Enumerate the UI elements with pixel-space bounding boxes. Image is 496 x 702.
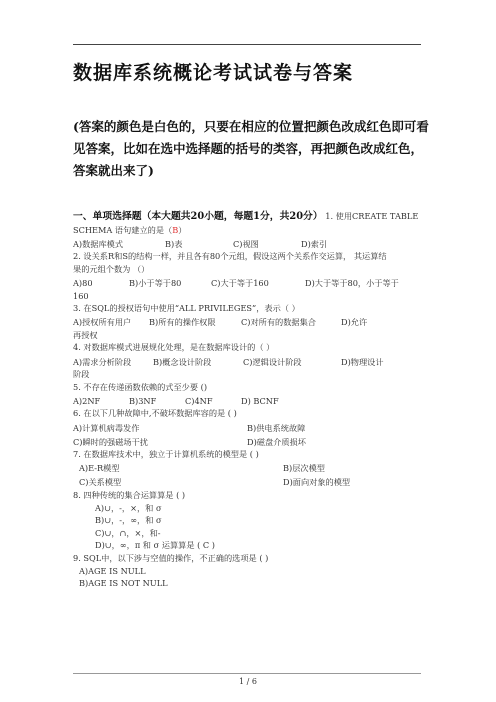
question-8-option-b: B)∪，-，∞，和 σ (95, 515, 162, 526)
option: B)供电系统故障 (247, 422, 306, 433)
question-8-stem: 8. 四种传统的集合运算算是 ( ) (73, 489, 186, 500)
option: B)小于等于80 (129, 277, 182, 288)
question-8-option-a: A)∪，-，×，和 σ (95, 502, 162, 513)
question-1 (73, 210, 428, 236)
question-1-answer: B (172, 224, 179, 235)
question-list (73, 210, 428, 590)
option: C)大于等于160 (211, 277, 269, 288)
question-2-options (73, 277, 428, 290)
option: B)表 (165, 238, 183, 249)
question-4-stem: 4. 对数据库模式进展规化处理，是在数据库设计的（ ） (73, 342, 275, 353)
question-1-stem-a: 1. 使用CREATE TABLE SCHEMA 语句建立的是（ (73, 211, 419, 235)
question-2-stem-1: 2. 设关系R和S的结构一样，并且各有80个元组，假设这两个关系作交运算， 其运算结 (73, 251, 387, 262)
question-8-option-c: C)∪，∩，×，和- (95, 527, 161, 538)
question-3-options-cont: 再授权 (73, 329, 98, 340)
question-9-stem: 9. SQL中，以下涉与空值的操作，不正确的选项是 ( ) (73, 552, 269, 563)
question-4-options-cont: 阶段 (73, 369, 90, 380)
question-6-stem: 6. 在以下几种故障中,不破坏数据库容的是 ( ) (73, 408, 237, 419)
question-2-stem-2: 果的元组个数为 （） (73, 263, 150, 274)
option: D)物理设计 (341, 356, 384, 367)
option: C)对所有的数据集合 (241, 317, 316, 328)
option: C)关系模型 (79, 477, 122, 488)
question-1-options (73, 238, 428, 251)
question-5-stem: 5. 不存在传递函数依赖的式至少要 () (73, 381, 208, 392)
option: D) BCNF (241, 395, 279, 406)
question-3-options (73, 316, 428, 329)
question-4-options (73, 356, 428, 369)
question-7-stem: 7. 在数据库技术中，独立于计算机系统的模型是 ( ) (73, 449, 259, 460)
option: D)大于等于80，小于等于 (305, 277, 399, 288)
option: B)概念设计阶段 (153, 356, 212, 367)
question-2-options-cont: 160 (73, 290, 89, 301)
question-9-option-a: A)AGE IS NULL (79, 565, 146, 576)
option: B)所有的操作权限 (149, 317, 216, 328)
page-number: 1 / 6 (239, 677, 257, 686)
option: C)4NF (185, 395, 213, 406)
option: A)E-R模型 (79, 463, 120, 474)
question-7-options-row2 (73, 476, 428, 489)
option: A)2NF (73, 395, 101, 406)
option: B)3NF (129, 395, 157, 406)
option: A)需求分析阶段 (73, 356, 132, 367)
option: A)80 (73, 277, 93, 288)
question-7-options-row1 (73, 462, 428, 475)
option: C)逻辑设计阶段 (243, 356, 302, 367)
option: C)视图 (233, 238, 259, 249)
option: A)授权所有用户 (73, 317, 132, 328)
option: D)面向对象的模型 (283, 477, 351, 488)
option: D)允许 (341, 317, 368, 328)
section-heading: 一、单项选择题（本大题共20小题，每题1分，共20分） (73, 211, 323, 222)
question-8-option-d: D)∪，∞，π 和 σ 运算算是 ( C ) (95, 540, 215, 551)
option: C)瞬时的强磁场干扰 (73, 436, 148, 447)
option: D)索引 (301, 238, 328, 249)
option: D)磁盘介质损坏 (247, 436, 306, 447)
header-rule (73, 44, 421, 45)
page-title: 数据库系统概论考试试卷与答案 (73, 62, 354, 84)
answer-note: (答案的颜色是白色的，只要在相应的位置把颜色改成红色即可看见答案，比如在选中选择题的括号的类容，再把颜色改成红色，答案就出来了) (73, 119, 429, 178)
option: A)计算机病毒发作 (73, 422, 140, 433)
question-6-options-row2 (73, 436, 428, 449)
question-9-option-b: B)AGE IS NOT NULL (79, 578, 168, 589)
question-3-stem: 3. 在SQL的授权语句中使用“ALL PRIVILEGES”，表示（ ） (73, 303, 300, 314)
question-5-options (73, 395, 428, 408)
option: A)数据库模式 (73, 238, 124, 249)
question-6-options-row1 (73, 422, 428, 435)
footer-rule (73, 673, 421, 674)
question-1-stem-b: ） (178, 224, 187, 235)
option: B)层次模型 (283, 463, 325, 474)
